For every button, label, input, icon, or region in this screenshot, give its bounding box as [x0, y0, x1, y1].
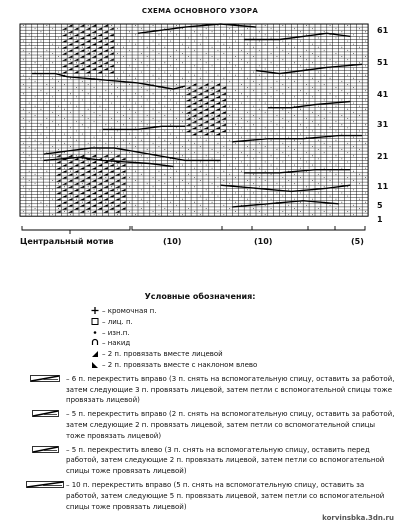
repeat-bracket-4: [308, 226, 365, 230]
row-number: 5: [377, 201, 383, 210]
legend-item: [24, 480, 396, 512]
legend-item: [88, 317, 396, 328]
legend-item-text: – 2 п. провязать вместе лицевой: [102, 350, 223, 359]
legend-item-text: – изн.п.: [102, 328, 130, 337]
chart-title: СХЕМА ОСНОВНОГО УЗОРА: [141, 7, 259, 15]
legend-item: [24, 374, 396, 406]
legend-item-text: – 5 п. перекрестить влево (3 п. снять на вспомогательную спицу, оставить перед работой, затем следующие 2 п. провязать лицевой, затем петли со вспомогательной спицы тоже провязать лицевой): [66, 445, 385, 476]
legend-item-text: – 5 п. перекрестить вправо (2 п. снять на вспомогательную спицу, оставить за работой, затем следующие 2 п. провязать лицевой, затем петли со вспомогательной спицы тоже провязать лицевой): [66, 410, 395, 440]
cable-5-right-icon: [24, 409, 66, 418]
row-number: 31: [377, 120, 389, 129]
legend-item: [88, 338, 396, 349]
row-number: 11: [377, 182, 389, 191]
row-number: 21: [377, 152, 389, 161]
cable-5-left-icon: [24, 445, 66, 454]
legend-item-text: – 10 п. перекрестить вправо (5 п. снять на вспомогательную спицу, оставить за работой, затем следующие 5 п. провязать лицевой, затем петли со вспомогательной спицы тоже провязать лицевой): [66, 480, 385, 511]
row-number: 1: [377, 215, 383, 224]
cable-10-right-icon: [24, 480, 66, 489]
legend-item-text: – 2 п. провязать вместе с наклоном влево: [102, 360, 258, 369]
legend-item-text: – накид: [102, 339, 131, 348]
legend-title: Условные обозначения:: [144, 292, 256, 301]
legend-item-text: – 6 п. перекрестить вправо (3 п. снять на вспомогательную спицу, оставить за работой, затем следующие 3 п. провязать лицевой, затем петли с вспомогательной спицы тоже провязать лицевой): [66, 374, 395, 405]
legend-item: [88, 360, 396, 371]
dec-left-icon: [88, 360, 102, 369]
dot-icon: [88, 328, 102, 337]
legend-item: [88, 328, 396, 339]
cable-6-right-icon: [24, 374, 66, 383]
row-number: 61: [377, 26, 389, 35]
legend-item: [24, 445, 396, 477]
repeat-bracket-3: [222, 226, 335, 230]
row-number: 41: [377, 90, 389, 99]
repeat-label-1: (10): [163, 237, 182, 246]
legend-item: [24, 409, 396, 441]
legend: [36, 306, 396, 512]
repeat-bracket-1: [22, 226, 130, 230]
plus-icon: [88, 306, 102, 315]
watermark: korvinsbka.3dn.ru: [322, 514, 394, 522]
legend-item-text: – лиц. п.: [102, 317, 133, 326]
repeat-label-2: (10): [254, 237, 273, 246]
center-motif-label: Центральный мотив: [20, 237, 114, 246]
dec-right-icon: [88, 349, 102, 358]
row-number: 51: [377, 58, 389, 67]
legend-item-text: – кромочная п.: [102, 307, 157, 315]
loop-icon: [88, 338, 102, 347]
repeat-bracket-2: [132, 226, 252, 230]
repeat-label-3: (5): [351, 237, 364, 246]
legend-item: [88, 306, 396, 317]
empty-square-icon: [88, 317, 102, 326]
legend-item: [88, 349, 396, 360]
